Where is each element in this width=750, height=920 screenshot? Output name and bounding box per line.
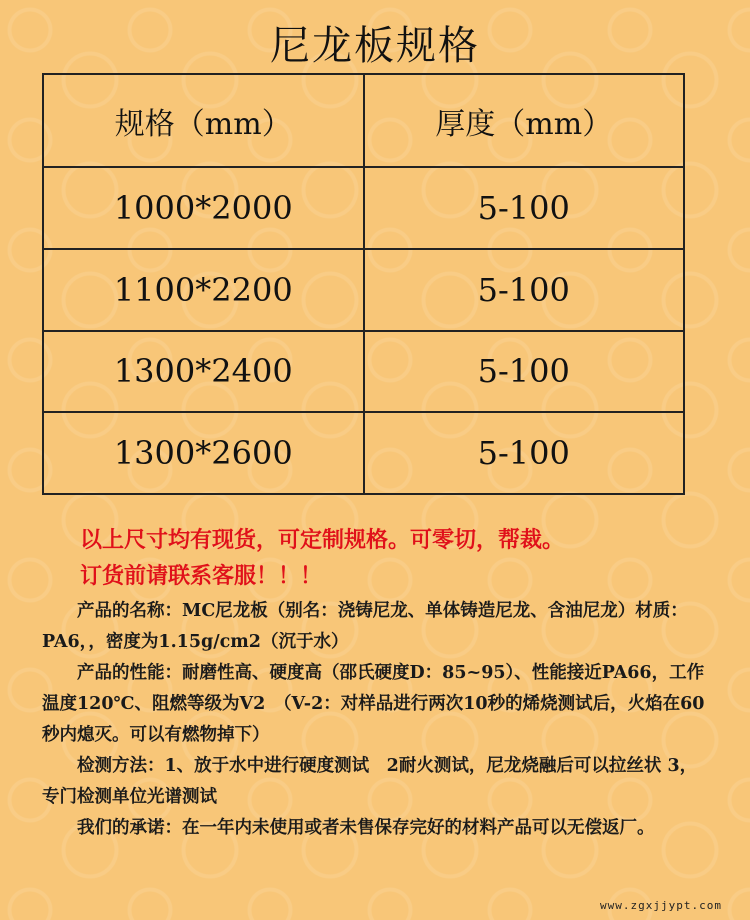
table-row	[43, 331, 684, 413]
footer-url: www.zgxjjypt.com	[600, 899, 722, 912]
cell-thickness: 5-100	[364, 412, 685, 494]
cell-thickness: 5-100	[364, 331, 685, 413]
cell-thickness: 5-100	[364, 249, 685, 331]
table-row	[43, 249, 684, 331]
spec-table	[42, 73, 685, 495]
table-row	[43, 167, 684, 249]
cell-size: 1100*2200	[43, 249, 364, 331]
notice-line: 订货前请联系客服！！！	[80, 563, 323, 589]
product-name-paragraph: 产品的名称：MC尼龙板（别名：浇铸尼龙、单体铸造尼龙、含油尼龙）材质：PA6，，密度为1.15g/cm2（沉于水）	[42, 601, 688, 652]
promise-paragraph: 我们的承诺：在一年内未使用或者未售保存完好的材料产品可以无偿返厂。	[77, 818, 655, 838]
page-title: 尼龙板规格	[270, 23, 480, 69]
cell-size: 1300*2400	[43, 331, 364, 413]
table-row	[43, 412, 684, 494]
cell-thickness: 5-100	[364, 167, 685, 249]
product-performance-paragraph: 产品的性能：耐磨性高、硬度高（邵氏硬度D：85~95）、性能接近PA66，工作温度120℃、阻燃等级为V2 （V-2：对样品进行两次10秒的烯烧测试后，火焰在60秒内熄灭。可以有燃物掉下）	[42, 663, 705, 745]
product-description	[42, 596, 712, 844]
notice-line: 以上尺寸均有现货，可定制规格。可零切，帮裁。	[80, 527, 565, 553]
table-header-row	[43, 74, 684, 167]
header-size: 规格（mm）	[43, 74, 364, 167]
test-method-paragraph: 检测方法：1、放于水中进行硬度测试 2耐火测试，尼龙烧融后可以拉丝状 3，专门检测单位光谱测试	[42, 756, 698, 807]
cell-size: 1300*2600	[43, 412, 364, 494]
cell-size: 1000*2000	[43, 167, 364, 249]
header-thickness: 厚度（mm）	[364, 74, 685, 167]
stock-notice	[80, 522, 564, 594]
